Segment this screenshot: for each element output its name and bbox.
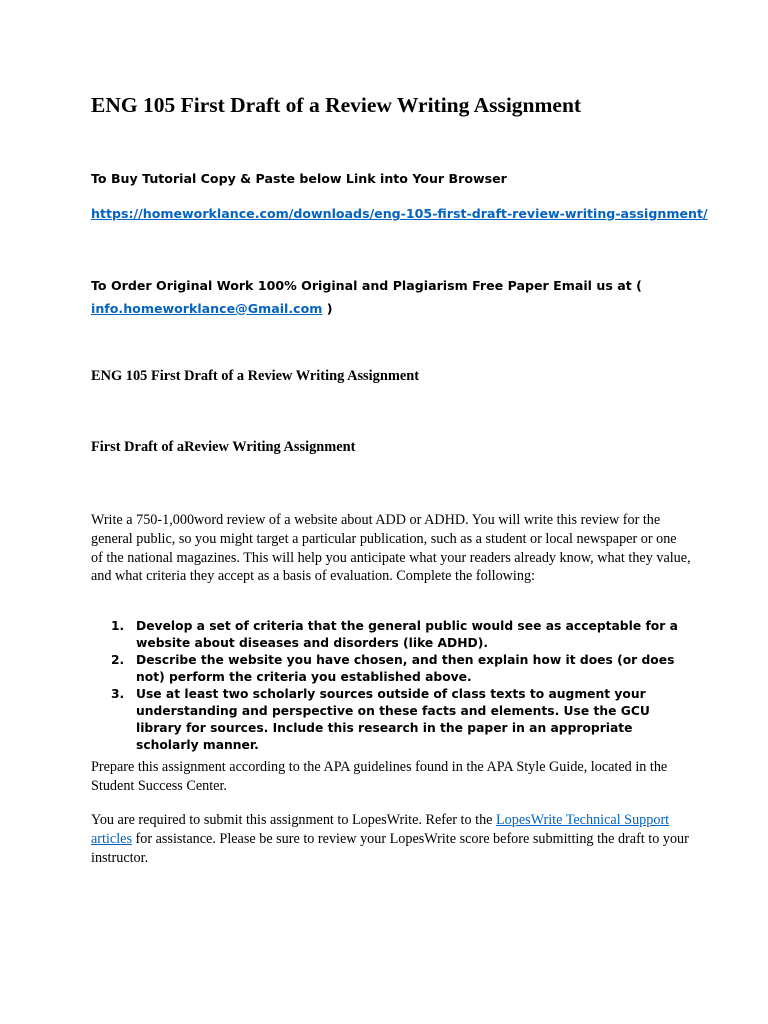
list-item (91, 618, 681, 652)
list-item-number: 2. (111, 653, 125, 667)
order-text: To Order Original Work 100% Original and Plagiarism Free Paper Email us at ( (91, 278, 642, 293)
tutorial-link-line (91, 206, 708, 221)
submit-paragraph (91, 811, 691, 868)
list-item (91, 686, 681, 754)
list-item-text: Develop a set of criteria that the general public would see as acceptable for a website about diseases and disorders (like ADHD). (136, 619, 678, 650)
order-email-link[interactable]: info.homeworklance@Gmail.com (91, 300, 323, 316)
buy-instruction: To Buy Tutorial Copy & Paste below Link into Your Browser (91, 171, 507, 186)
lopeswrite-support-link[interactable]: LopesWrite Technical Support articles (91, 812, 670, 847)
assignment-heading: ENG 105 First Draft of a Review Writing Assignment (91, 368, 420, 384)
submit-text-after: for assistance. Please be sure to review your LopesWrite score before submitting the draft to your instructor. (91, 831, 689, 866)
criteria-list (91, 618, 681, 754)
order-instruction (91, 275, 711, 320)
submit-text-before: You are required to submit this assignment to LopesWrite. Refer to the (91, 812, 497, 828)
list-item-text: Use at least two scholarly sources outside of class texts to augment your understanding and perspective on these facts and elements. Use the GCU library for sources. Include this research in the paper in an appropriate scholarly manner. (136, 687, 650, 752)
list-item-text: Describe the website you have chosen, and then explain how it does (or does not) perform the criteria you established above. (136, 653, 675, 684)
list-item-number: 3. (111, 687, 125, 701)
list-item (91, 652, 681, 686)
draft-heading: First Draft of aReview Writing Assignment (91, 439, 356, 455)
page-title: ENG 105 First Draft of a Review Writing Assignment (91, 93, 582, 117)
intro-paragraph: Write a 750-1,000word review of a website about ADD or ADHD. You will write this review for the general public, so you might target a particular publication, such as a student or local newspaper or one of the national magazines. This will help you anticipate what your readers already know, what they value, and what criteria they accept as a basis of evaluation. Complete the following: (91, 512, 691, 585)
list-item-number: 1. (111, 619, 125, 633)
prepare-paragraph: Prepare this assignment according to the APA guidelines found in the APA Style Guide, located in the Student Success Center. (91, 759, 668, 794)
order-close-paren: ) (326, 300, 333, 316)
tutorial-link[interactable]: https://homeworklance.com/downloads/eng-105-first-draft-review-writing-assignment/ (91, 206, 708, 221)
